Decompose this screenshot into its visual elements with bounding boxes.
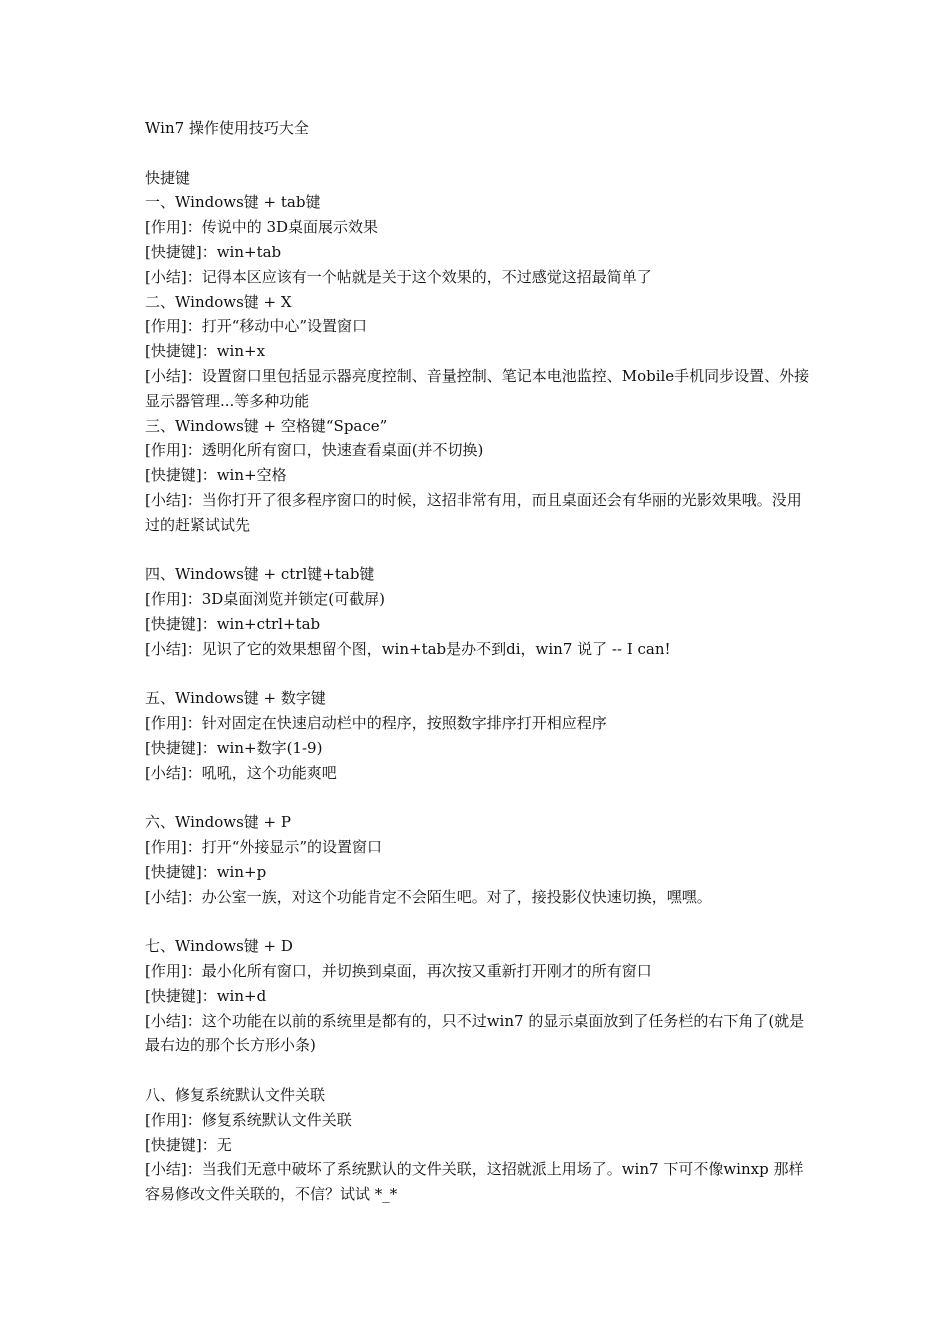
section-summary: [小结]：设置窗口里包括显示器亮度控制、音量控制、笔记本电池监控、Mobile手机同步设置、外接显示器管理...等多种功能 (145, 366, 810, 410)
section-effect: [作用]：透明化所有窗口，快速查看桌面(并不切换) (145, 441, 484, 460)
section-summary: [小结]：这个功能在以前的系统里是都有的，只不过win7 的显示桌面放到了任务栏的右下角了(就是最右边的那个长方形小条) (145, 1011, 805, 1055)
section-heading: 七、Windows键 + D (145, 937, 293, 956)
section-shortcut: [快捷键]：win+ctrl+tab (145, 614, 321, 633)
section-shortcut: [快捷键]：win+d (145, 986, 267, 1005)
blank-line (145, 786, 810, 811)
section-heading: 五、Windows键 + 数字键 (145, 689, 326, 708)
section-effect: [作用]：打开“外接显示”的设置窗口 (145, 838, 383, 857)
blank-line (145, 141, 810, 166)
section-summary: [小结]：当我们无意中破坏了系统默认的文件关联，这招就派上用场了。win7 下可不像winxp 那样容易修改文件关联的，不信？试试 *_* (145, 1160, 804, 1204)
section-summary: [小结]：吼吼，这个功能爽吧 (145, 763, 337, 782)
section-heading: 四、Windows键 + ctrl键+tab键 (145, 565, 375, 584)
blank-line (145, 662, 810, 687)
section-heading: 二、Windows键 + X (145, 292, 292, 311)
blank-line (145, 910, 810, 935)
section-summary: [小结]：当你打开了很多程序窗口的时候，这招非常有用，而且桌面还会有华丽的光影效果哦。没用过的赶紧试试先 (145, 490, 802, 534)
section-shortcut: [快捷键]：win+空格 (145, 466, 287, 485)
section-effect: [作用]：修复系统默认文件关联 (145, 1110, 352, 1129)
document-subtitle: 快捷键 (145, 168, 191, 187)
blank-line (145, 1058, 810, 1083)
section-5 (145, 686, 810, 785)
section-shortcut: [快捷键]：win+数字(1-9) (145, 738, 323, 757)
section-1 (145, 190, 810, 289)
section-3 (145, 414, 810, 538)
section-7 (145, 934, 810, 1058)
section-effect: [作用]：最小化所有窗口，并切换到桌面，再次按又重新打开刚才的所有窗口 (145, 962, 652, 981)
section-effect: [作用]：打开“移动中心”设置窗口 (145, 317, 368, 336)
section-4 (145, 562, 810, 661)
section-heading: 一、Windows键 + tab键 (145, 193, 321, 212)
document-title: Win7 操作使用技巧大全 (145, 119, 309, 137)
section-heading: 六、Windows键 + P (145, 813, 291, 832)
section-shortcut: [快捷键]：win+x (145, 342, 266, 361)
section-effect: [作用]：针对固定在快速启动栏中的程序，按照数字排序打开相应程序 (145, 714, 607, 733)
section-summary: [小结]：记得本区应该有一个帖就是关于这个效果的，不过感觉这招最简单了 (145, 267, 652, 286)
blank-line (145, 538, 810, 563)
section-heading: 三、Windows键 + 空格键“Space” (145, 416, 388, 435)
section-summary: [小结]：见识了它的效果想留个图，win+tab是办不到di，win7 说了 -- I can! (145, 639, 671, 658)
section-2 (145, 290, 810, 414)
document-page (145, 116, 810, 1207)
section-shortcut: [快捷键]：无 (145, 1135, 232, 1154)
section-shortcut: [快捷键]：win+tab (145, 242, 282, 261)
section-summary: [小结]：办公室一族，对这个功能肯定不会陌生吧。对了，接投影仪快速切换，嘿嘿。 (145, 887, 712, 906)
section-heading: 八、修复系统默认文件关联 (145, 1086, 326, 1105)
section-effect: [作用]：3D桌面浏览并锁定(可截屏) (145, 590, 385, 609)
section-effect: [作用]：传说中的 3D桌面展示效果 (145, 218, 379, 237)
section-8 (145, 1083, 810, 1207)
section-6 (145, 810, 810, 909)
section-shortcut: [快捷键]：win+p (145, 862, 267, 881)
